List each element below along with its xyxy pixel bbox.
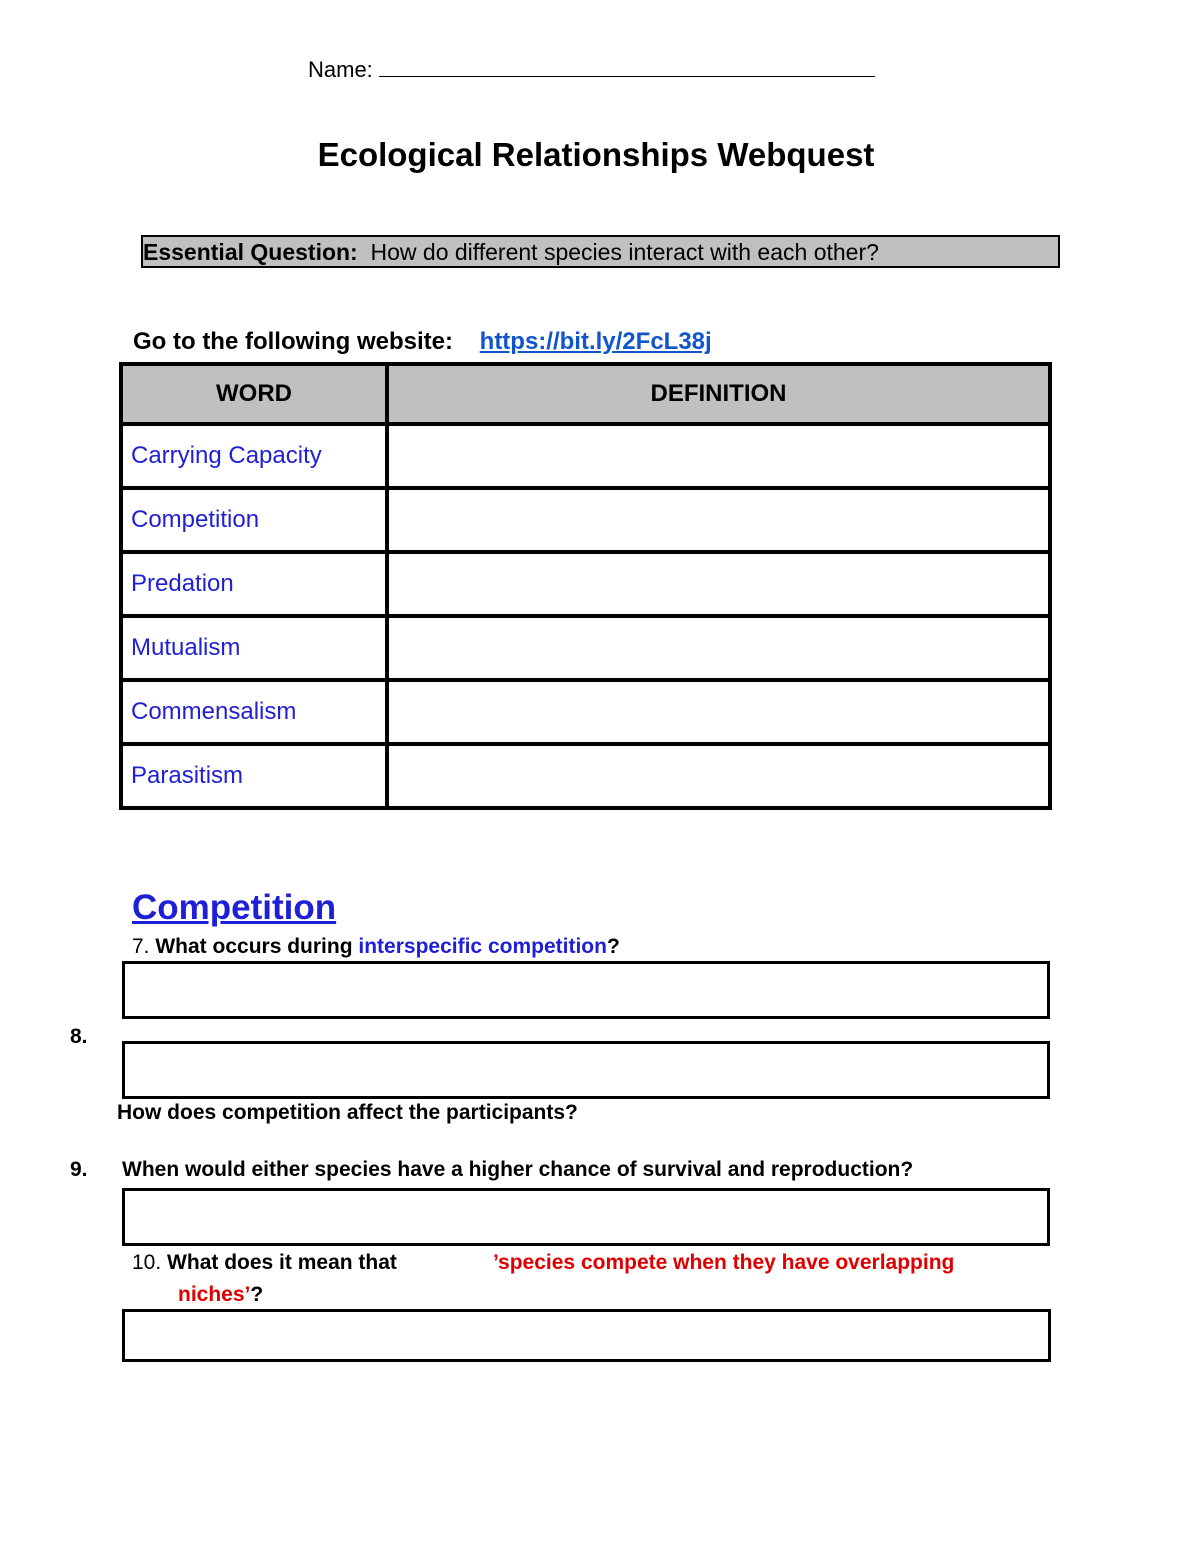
vocab-word: Commensalism	[121, 680, 387, 744]
question-number-8: 8.	[70, 1025, 88, 1048]
definition-cell[interactable]	[387, 616, 1050, 680]
website-prompt: Go to the following website:	[133, 328, 453, 355]
essential-question-text: How do different species interact with each other?	[370, 239, 879, 265]
answer-box-9[interactable]	[122, 1188, 1050, 1246]
question-10-line-2	[178, 1283, 263, 1307]
question-punct: ?	[250, 1283, 264, 1306]
table-row	[121, 616, 1050, 680]
table-row	[121, 744, 1050, 808]
word-column-header: WORD	[121, 364, 387, 424]
table-row	[121, 488, 1050, 552]
question-10-quote-line-1: ’species compete when they have overlapping	[493, 1251, 955, 1274]
essential-question-box	[141, 235, 1060, 268]
question-10	[132, 1251, 397, 1275]
definition-cell[interactable]	[387, 488, 1050, 552]
definition-cell[interactable]	[387, 680, 1050, 744]
definition-cell[interactable]	[387, 552, 1050, 616]
essential-question-label: Essential Question:	[143, 239, 358, 265]
website-instruction	[133, 328, 712, 356]
answer-box-10[interactable]	[122, 1309, 1051, 1362]
question-number: 10.	[132, 1251, 162, 1274]
definition-column-header: DEFINITION	[387, 364, 1050, 424]
question-9-text: When would either species have a higher chance of survival and reproduction?	[122, 1158, 914, 1181]
question-10-quote-line-2: niches’	[178, 1283, 251, 1306]
name-label: Name:	[308, 57, 373, 82]
answer-box-8[interactable]	[122, 1041, 1050, 1099]
name-line	[308, 57, 875, 83]
vocab-table	[119, 362, 1052, 810]
table-row	[121, 424, 1050, 488]
vocab-word: Mutualism	[121, 616, 387, 680]
name-blank-field[interactable]	[379, 58, 875, 77]
vocab-word: Parasitism	[121, 744, 387, 808]
answer-box-7[interactable]	[122, 961, 1050, 1019]
question-text: What occurs during	[155, 935, 353, 958]
question-number: 7.	[132, 935, 150, 958]
question-text: What does it mean that	[167, 1251, 397, 1274]
website-link[interactable]: https://bit.ly/2FcL38j	[479, 328, 712, 355]
competition-heading: Competition	[132, 888, 337, 927]
vocab-header-row	[121, 364, 1050, 424]
definition-cell[interactable]	[387, 424, 1050, 488]
question-term: interspecific competition	[358, 935, 607, 958]
vocab-word: Competition	[121, 488, 387, 552]
question-7	[132, 935, 620, 959]
table-row	[121, 552, 1050, 616]
table-row	[121, 680, 1050, 744]
definition-cell[interactable]	[387, 744, 1050, 808]
question-punct: ?	[606, 935, 620, 958]
page-title: Ecological Relationships Webquest	[317, 136, 875, 173]
vocab-word: Carrying Capacity	[121, 424, 387, 488]
question-number-9: 9.	[70, 1158, 88, 1181]
question-8-text: How does competition affect the participants?	[117, 1101, 578, 1124]
vocab-word: Predation	[121, 552, 387, 616]
